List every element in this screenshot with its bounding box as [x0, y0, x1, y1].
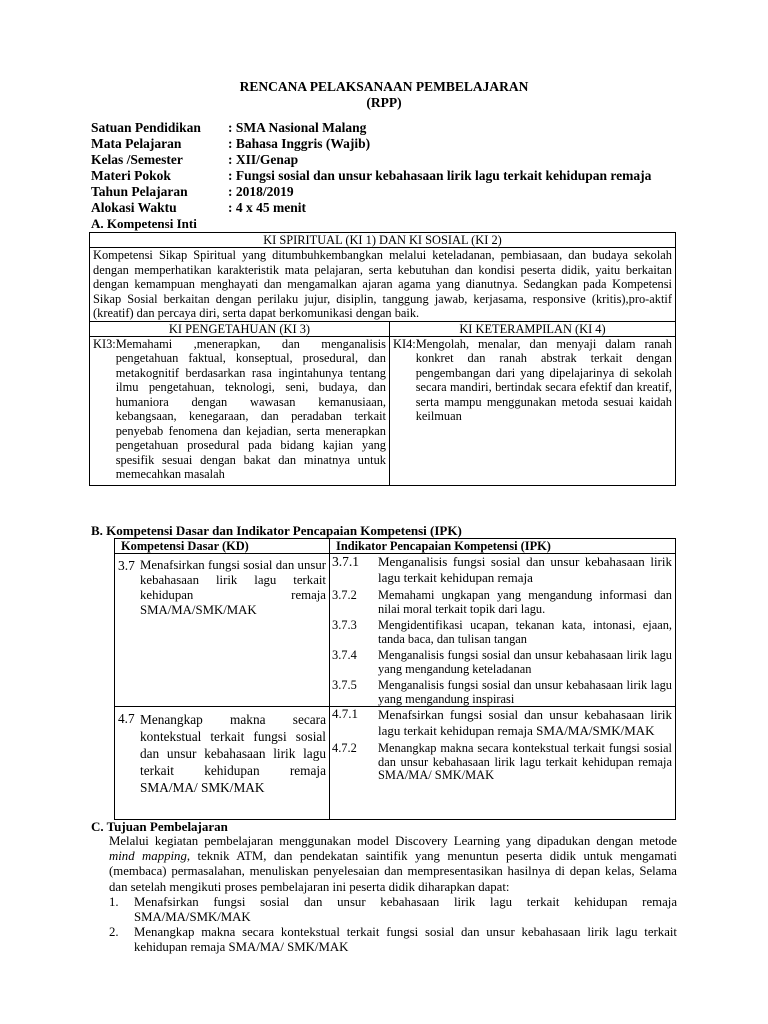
ipk-item — [332, 679, 672, 706]
ipk-number: 4.7.1 — [332, 706, 358, 721]
tujuan-intro-a: Melalui kegiatan pembelajaran menggunakan model Discovery Learning yang dipadukan dengan metode — [109, 834, 677, 848]
ki12-text: Kompetensi Sikap Spiritual yang ditumbuhkembangkan melalui keteladanan, pembiasaan, dan budaya sekolah dengan memperhatikan karakteristik mata pelajaran, serta kebutuhan dan kondisi peserta didik, yaitu berkaitan dengan kemampuan menghayati dan mengamalkan ajaran agama yang dianutnya. Sedangkan pada Kompetensi Sikap Sosial berkaitan dengan perilaku jujur, disiplin, tanggung jawab, kerjasama, responsive (kritis),pro-aktif (kreatif) dan percaya diri, serta dapat berkomunikasi dengan baik. — [90, 248, 676, 322]
info-value: : SMA Nasional Malang — [228, 120, 367, 135]
ipk-number: 3.7.5 — [332, 678, 357, 692]
ipk-text: Menangkap makna secara kontekstual terkait fungsi sosial dan unsur kebahasaan lirik lagu terkait kehidupan remaja SMA/MA/ SMK/MAK — [378, 741, 672, 782]
ipk-number: 4.7.2 — [332, 741, 357, 755]
info-row — [91, 152, 651, 168]
tujuan-block — [109, 834, 677, 956]
ipk-number: 3.7.1 — [332, 554, 359, 569]
info-label: Alokasi Waktu — [91, 200, 177, 215]
info-row — [91, 200, 651, 216]
ki3-text: Memahami ,menerapkan, dan menganalisis pengetahuan faktual, konseptual, prosedural, dan metakognitif berdasarkan rasa ingintahunya tentang ilmu pengetahuan, teknologi, seni, budaya, dan humaniora dengan wawasan kemanusiaan, kebangsaan, kenegaraan, dan peradaban terkait penyebab fenomena dan kejadian, serta menerapkan pengetahuan prosedural pada bidang kajian yang spesifik sesuai dengan bakat dan minatnya untuk memecahkan masalah — [115, 336, 386, 481]
tujuan-item-text: Menafsirkan fungsi sosial dan unsur kebahasaan lirik lagu terkait kehidupan remaja SMA/MA/SMK/MAK — [134, 894, 677, 925]
kompetensi-inti-table — [89, 232, 676, 486]
info-row — [91, 120, 651, 136]
kd-item — [118, 558, 326, 618]
tujuan-item-text: Menangkap makna secara kontekstual terkait fungsi sosial dan unsur kebahasaan lirik lagu terkait kehidupan remaja SMA/MA/ SMK/MAK — [134, 925, 677, 955]
ki3-number: KI3: — [93, 336, 116, 351]
section-b-heading: B. Kompetensi Dasar dan Indikator Pencapaian Kompetensi (IPK) — [91, 523, 462, 538]
document-title: RENCANA PELAKSANAAN PEMBELAJARAN — [239, 79, 529, 94]
kd-column-header: Kompetensi Dasar (KD) — [115, 539, 330, 554]
ipk-cell — [330, 707, 676, 820]
info-label: Kelas /Semester — [91, 152, 183, 167]
section-c-heading: C. Tujuan Pembelajaran — [91, 819, 228, 834]
info-label: Materi Pokok — [91, 168, 171, 183]
kd-cell — [115, 554, 330, 707]
ipk-text: Menganalisis fungsi sosial dan unsur kebahasaan lirik lagu yang mengandung keteladanan — [378, 648, 672, 676]
tujuan-item — [109, 925, 677, 955]
ki3-item — [93, 337, 386, 482]
info-value: : 2018/2019 — [228, 184, 294, 199]
info-value: : Bahasa Inggris (Wajib) — [228, 136, 371, 151]
kd-number: 4.7 — [118, 711, 135, 726]
ki3-header: KI PENGETAHUAN (KI 3) — [90, 321, 390, 336]
ipk-text: Mengidentifikasi ucapan, tekanan kata, intonasi, ejaan, tanda baca, dan tulisan tangan — [378, 618, 672, 646]
tujuan-item — [109, 895, 677, 925]
info-label: Tahun Pelajaran — [91, 184, 188, 199]
kd-item — [118, 711, 326, 796]
tujuan-intro-b: , teknik ATM, dan pendekatan saintifik yang menuntun peserta didik untuk mengamati (membaca) permasalahan, menuliskan penyelesaian dan mempresentasikan hasilnya di depan kelas, Selama dan setelah mengikuti proses pembelajaran ini peserta didik diharapkan dapat: — [109, 849, 677, 894]
tujuan-intro — [109, 834, 677, 895]
ki4-text: Mengolah, menalar, dan menyaji dalam ranah konkret dan ranah abstrak terkait dengan pengembangan dari yang dipelajarinya di sekolah secara mandiri, bertindak secara efektif dan kreatif, serta mampu menggunakan metoda sesuai kaidah keilmuan — [415, 336, 672, 423]
ipk-number: 3.7.2 — [332, 588, 357, 602]
info-row — [91, 136, 651, 152]
ipk-number: 3.7.4 — [332, 648, 357, 662]
section-a-heading: A. Kompetensi Inti — [91, 216, 197, 231]
ipk-cell — [330, 554, 676, 707]
ipk-text: Menganalisis fungsi sosial dan unsur kebahasaan lirik lagu terkait kehidupan remaja — [378, 554, 672, 585]
ipk-item — [332, 589, 672, 616]
document-subtitle: (RPP) — [366, 95, 402, 110]
ipk-column-header: Indikator Pencapaian Kompetensi (IPK) — [330, 539, 676, 554]
tujuan-item-number: 1. — [109, 894, 119, 909]
ki12-header: KI SPIRITUAL (KI 1) DAN KI SOSIAL (KI 2) — [90, 233, 676, 248]
kd-cell — [115, 707, 330, 820]
kd-text: Menangkap makna secara kontekstual terkait fungsi sosial dan unsur kebahasaan lirik lagu terkait kehidupan remaja SMA/MA/ SMK/MAK — [140, 712, 326, 795]
info-value: : XII/Genap — [228, 152, 299, 167]
info-value: : Fungsi sosial dan unsur kebahasaan lirik lagu terkait kehidupan remaja — [228, 168, 652, 183]
ki3-cell — [90, 336, 390, 485]
ipk-item — [332, 619, 672, 646]
ki4-number: KI4: — [393, 336, 416, 351]
info-value: : 4 x 45 menit — [228, 200, 306, 215]
kd-ipk-table — [114, 538, 676, 820]
ipk-number: 3.7.3 — [332, 618, 357, 632]
ipk-item — [332, 707, 672, 739]
ipk-item — [332, 742, 672, 783]
identity-block — [91, 120, 651, 216]
info-label: Satuan Pendidikan — [91, 120, 201, 135]
kd-text: Menafsirkan fungsi sosial dan unsur kebahasaan lirik lagu terkait kehidupan remaja SMA/MA/SMK/MAK — [140, 558, 326, 617]
ki4-header: KI KETERAMPILAN (KI 4) — [390, 321, 676, 336]
info-label: Mata Pelajaran — [91, 136, 182, 151]
ipk-item — [332, 649, 672, 676]
tujuan-item-number: 2. — [109, 925, 119, 940]
ipk-text: Menafsirkan fungsi sosial dan unsur kebahasaan lirik lagu terkait kehidupan remaja SMA/MA/SMK/MAK — [378, 707, 672, 738]
kd-number: 3.7 — [118, 558, 135, 573]
tujuan-intro-emphasis: mind mapping — [109, 849, 187, 864]
ipk-text: Menganalisis fungsi sosial dan unsur kebahasaan lirik lagu yang mengandung inspirasi — [378, 678, 672, 706]
info-row — [91, 168, 651, 184]
ki4-item — [393, 337, 672, 424]
ki4-cell — [390, 336, 676, 485]
ipk-item — [332, 554, 672, 586]
info-row — [91, 184, 651, 200]
ipk-text: Memahami ungkapan yang mengandung informasi dan nilai moral terkait topik dari lagu. — [378, 588, 672, 616]
